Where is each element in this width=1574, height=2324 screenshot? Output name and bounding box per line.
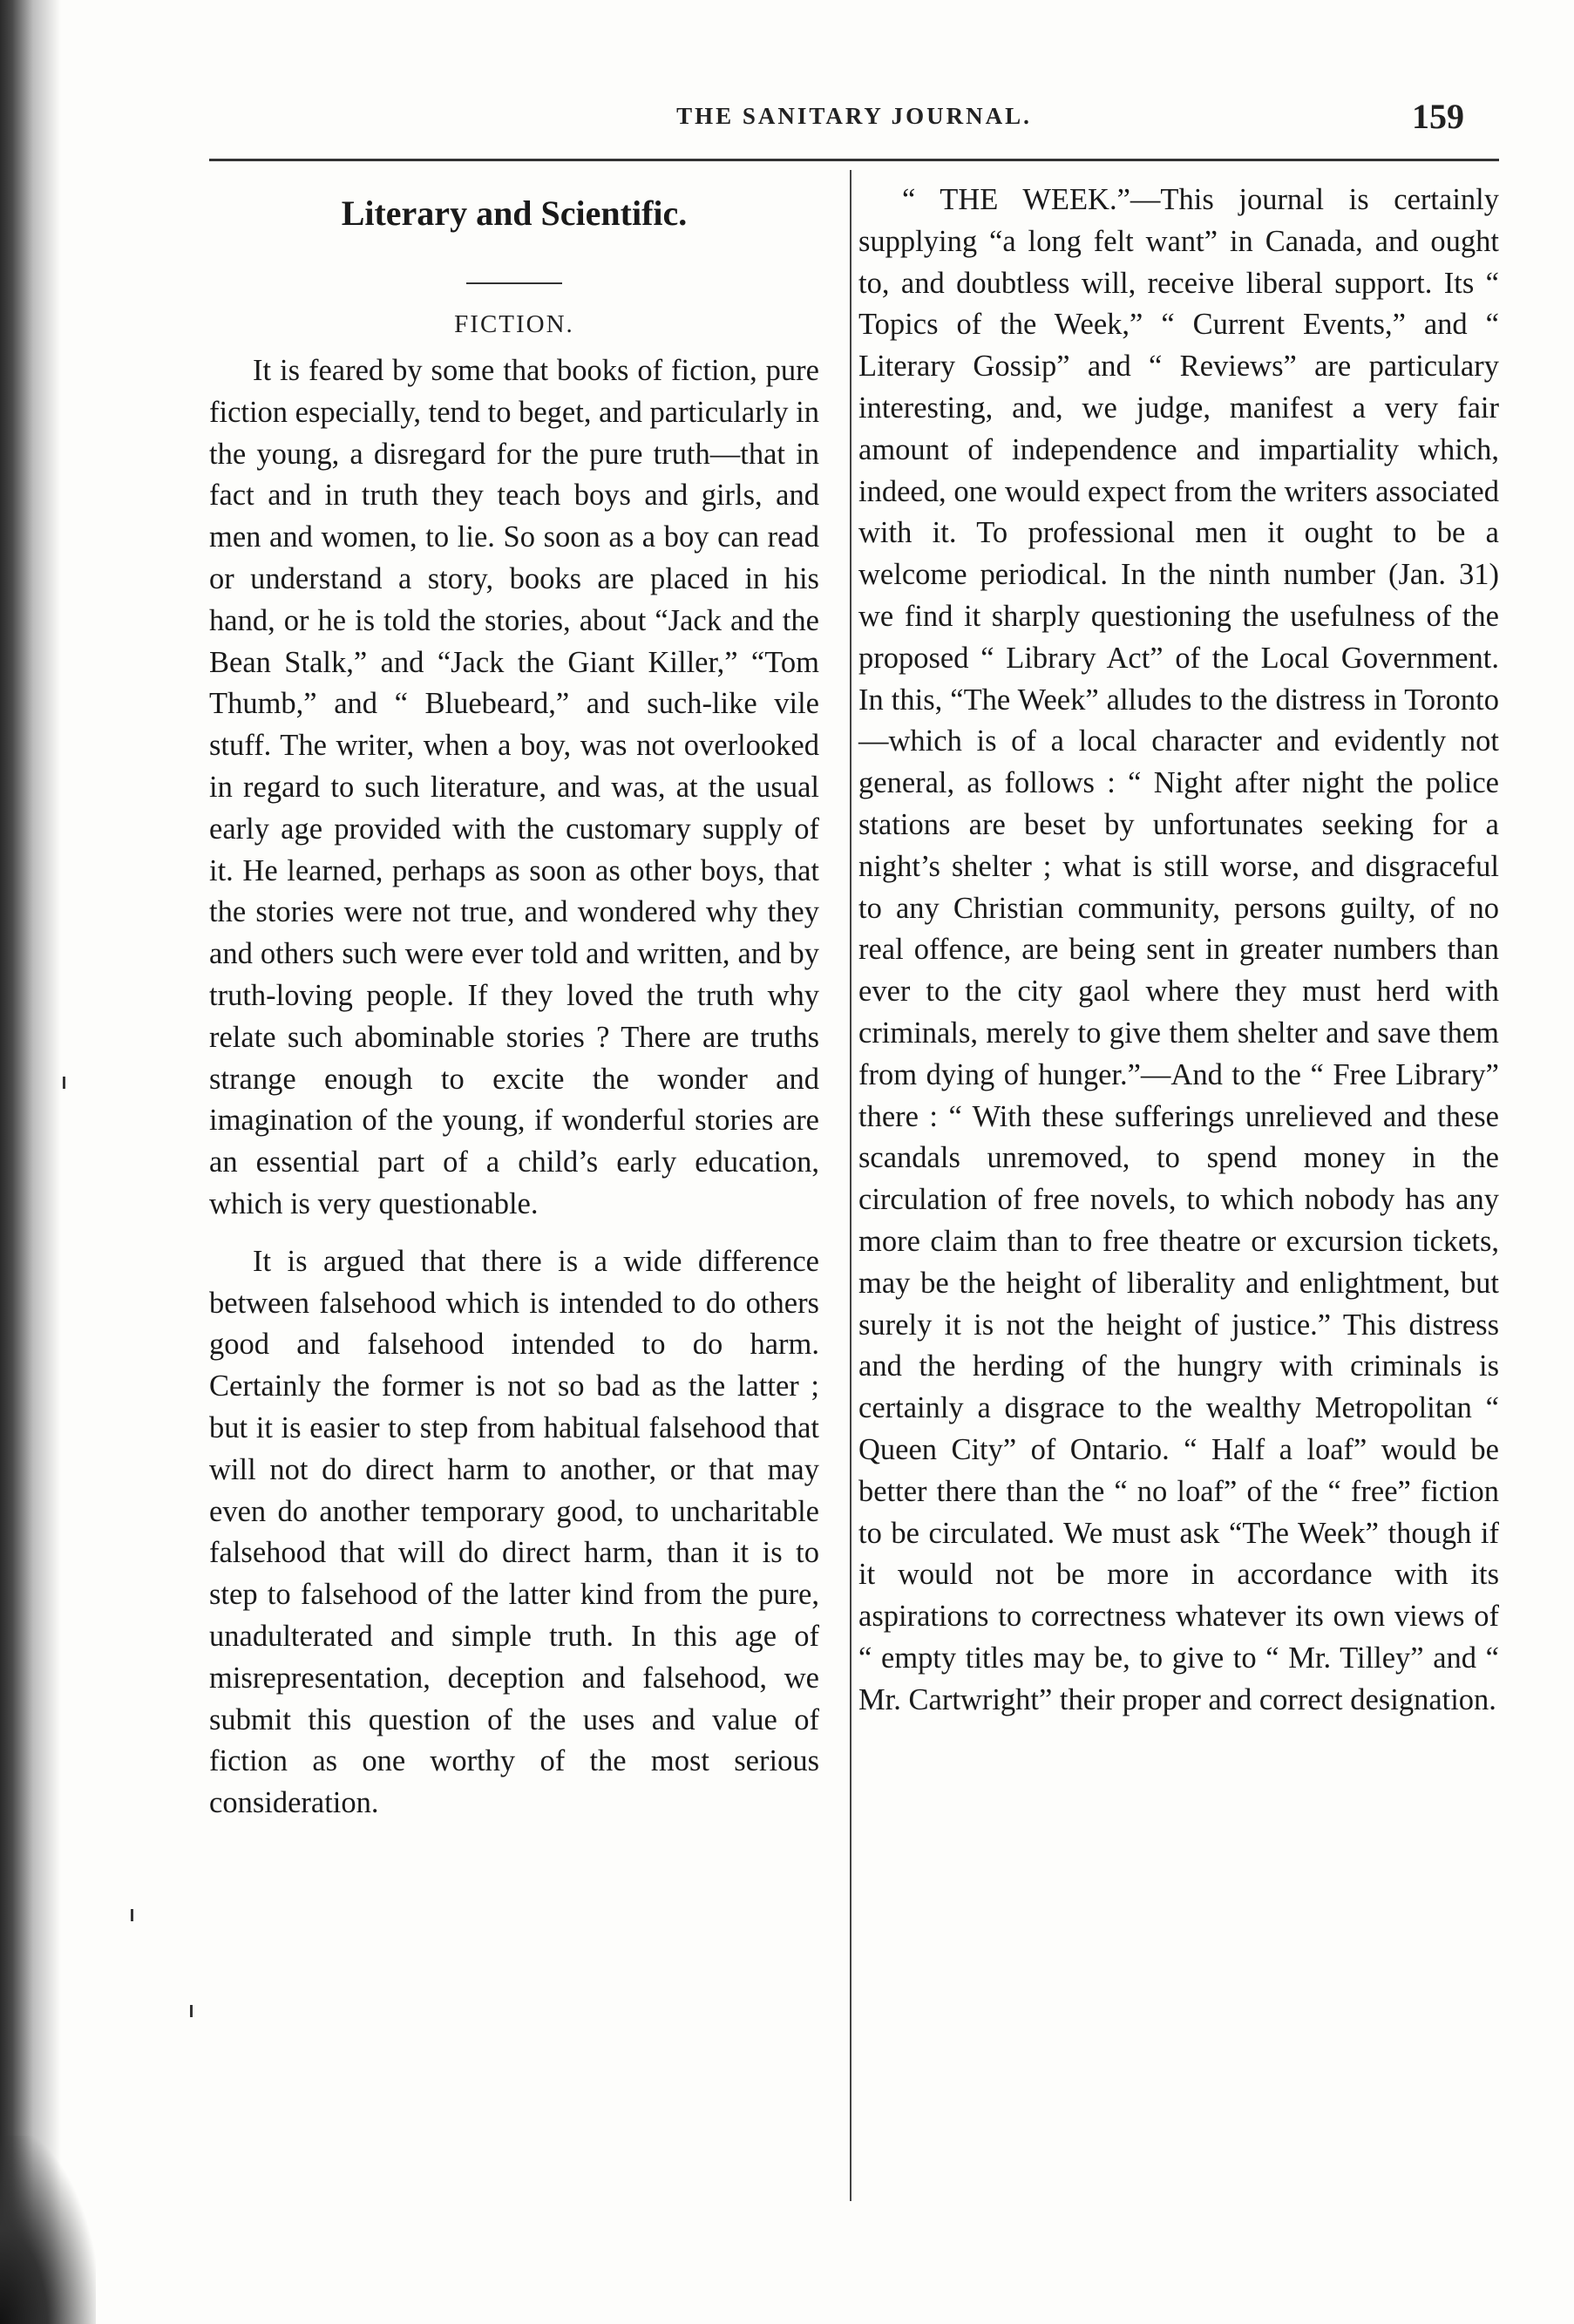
article-paragraph: It is argued that there is a wide difference between falsehood which is intended to do others good and falsehood intended to do harm. Certainly the former is not so bad as the latter ; but it is easier to step from habitual falsehood that will not do direct harm to another, or that may even do another temporary good, to uncharitable falsehood that will do direct harm, than it is to step to falsehood of the latter kind from the pure, unadulterated and simple truth. In this age of misrepresentation, deception and falsehood, we submit this question of the uses and value of fiction as one worthy of the most serious consideration. <box>209 1244 819 1820</box>
stray-ink-mark <box>190 2005 193 2017</box>
header-rule <box>209 159 1499 161</box>
binding-shadow-bottom <box>0 2136 96 2324</box>
page-number: 159 <box>1412 97 1464 136</box>
running-head <box>209 97 1499 155</box>
running-title: THE SANITARY JOURNAL. <box>676 103 1032 129</box>
article-paragraph: “ THE WEEK.”—This journal is certainly supplying “a long felt want” in Canada, and ought to, and doubtless will, receive liberal support. Its “ Topics of the Week,” “ Current Events,” and “ Literary Gossip” and “ Reviews” are particulary interesting, and, we judge, manifest a very fair amount of independence and impartiality which, indeed, one would expect from the writers associated with it. To professional men it ought to be a welcome periodical. In the ninth number (Jan. 31) we find it sharply questioning the usefulness of the proposed “ Library Act” of the Local Government. In this, “The Week” alludes to the distress in Toronto—which is of a local character and evidently not general, as follows : “ Night after night the police stations are beset by unfortunates seeking for a night’s shelter ; what is still worse, and disgraceful to any Christian community, persons guilty, of no real offence, are being sent in greater numbers than ever to the city gaol where they must herd with criminals, merely to give them shelter and save them from dying of hunger.”—And to the “ Free Library” there : “ With these sufferings unrelieved and these scandals unremoved, to spend money in the circulation of free novels, to which nobody has any more claim than to free theatre or excursion tickets, may be the height of liberality and enlightment, but surely it is not the height of justice.” This distress and the herding of the hungry with criminals is certainly a disgrace to the wealthy Metropolitan “ Queen City” of Ontario. “ Half a loaf” would be better there than the “ no loaf” of the “ free” fiction to be circulated. We must ask “The Week” though if it would not be more in accordance with its aspirations to correctness whatever its own views of “ empty titles may be, to give to “ Mr. Tilley” and “ Mr. Cartwright” their proper and correct designation. <box>858 183 1499 1716</box>
binding-shadow <box>0 0 61 2324</box>
stray-ink-mark <box>131 1909 133 1921</box>
stray-ink-mark <box>63 1077 65 1089</box>
left-column <box>209 174 819 1825</box>
section-title: Literary and Scientific. <box>341 194 688 233</box>
article-subhead: FICTION. <box>454 310 574 338</box>
article-paragraph: It is feared by some that books of fiction, pure fiction especially, tend to beget, and particularly in the young, a disregard for the pure truth—that in fact and in truth they teach boys and girls, and men and women, to lie. So soon as a boy can read or understand a story, books are placed in his hand, or he is told the stories, about “Jack and the Bean Stalk,” and “Jack the Giant Killer,” “Tom Thumb,” and “ Bluebeard,” and such-like vile stuff. The writer, when a boy, was not overlooked in regard to such literature, and was, at the usual early age provided with the customary supply of it. He learned, perhaps as soon as other boys, that the stories were not true, and wondered why they and others such were ever told and written, and by truth-loving people. If they loved the truth why relate such abominable stories ? There are truths strange enough to excite the wonder and imagination of the young, if wonderful stories are an essential part of a child’s early education, which is very questionable. <box>209 354 819 1220</box>
column-divider <box>850 170 851 2201</box>
section-rule <box>466 282 562 284</box>
right-column <box>858 174 1499 1721</box>
